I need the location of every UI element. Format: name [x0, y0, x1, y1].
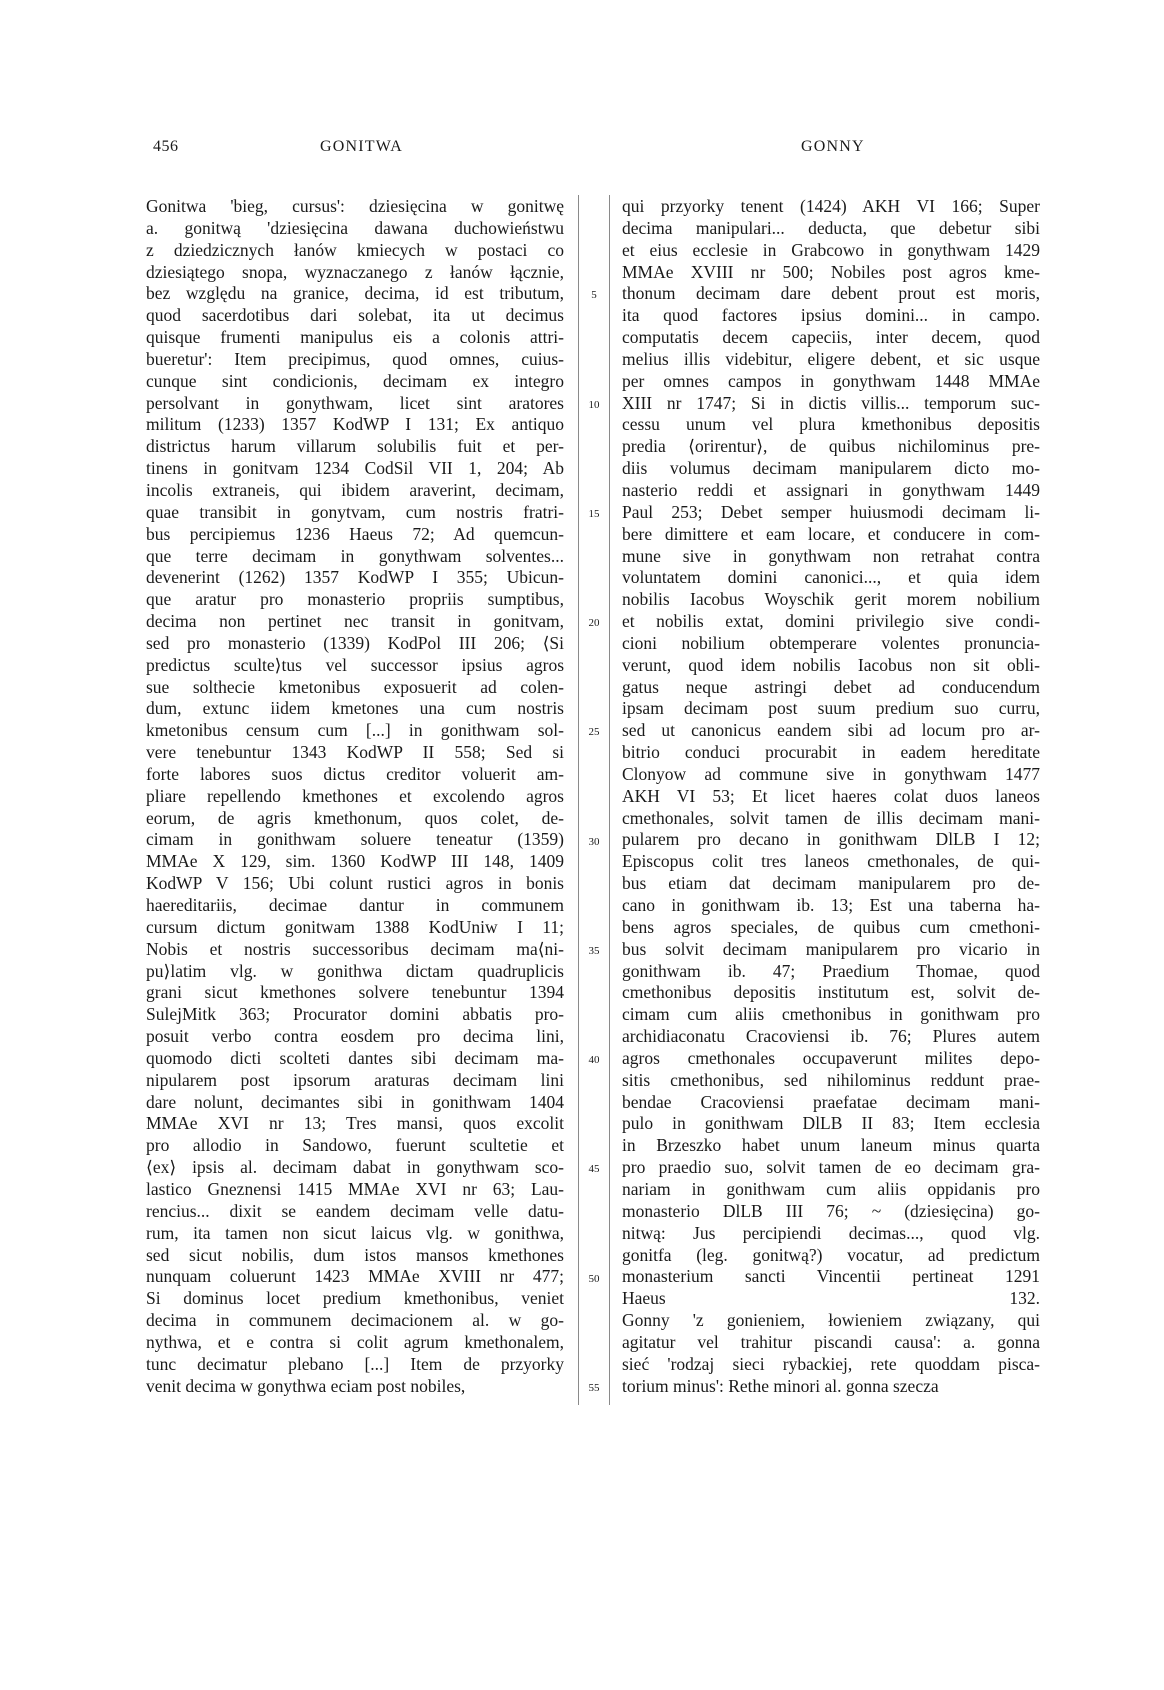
left-column-line: nythwa, et e contra si colit agrum kmethonalem, — [146, 1331, 564, 1352]
right-column-line: decima manipulari... deducta, que debetur sibi — [622, 217, 1040, 238]
right-column-line: pulo in gonithwam DlLB II 83; Item ecclesia — [622, 1113, 1040, 1134]
right-column-line: bere dimittere et eam locare, et conducere in com- — [622, 523, 1040, 544]
left-column-line: bez względu na granice, decima, id est tributum, — [146, 283, 564, 304]
right-column-line: nitwą: Jus percipiendi decimas..., quod vlg. — [622, 1222, 1040, 1243]
line-number: 15 — [588, 507, 600, 520]
running-header — [0, 138, 1164, 162]
right-column-line: nobilis Iacobus Woyschik gerit morem nobilium — [622, 589, 1040, 610]
line-number: 5 — [591, 289, 597, 302]
left-column-line: quae transibit in gonytvam, cum nostris fratri- — [146, 501, 564, 522]
line-number: 10 — [588, 398, 600, 411]
right-column-line: bus solvit decimam manipularem pro vicario in — [622, 938, 1040, 959]
right-column-line: Episcopus colit tres laneos cmethonales, de qui- — [622, 851, 1040, 872]
left-column-line: z dziedzicznych łanów kmiecych w postaci co — [146, 239, 564, 260]
line-number: 30 — [588, 835, 600, 848]
left-column-line: grani sicut kmethones solvere tenebuntur 1394 — [146, 982, 564, 1003]
left-column-line: quomodo dicti scolteti dantes sibi decimam ma- — [146, 1047, 564, 1068]
right-column-line: AKH VI 53; Et licet haeres colat duos laneos — [622, 785, 1040, 806]
right-column-line: bendae Cracoviensi praefatae decimam mani- — [622, 1091, 1040, 1112]
left-column-line: cimam in gonithwam soluere teneatur (1359) — [146, 829, 564, 850]
left-column-line: predictus sculte⟩tus vel successor ipsius agros — [146, 654, 564, 675]
right-column-line: gatus neque astringi debet ad conducendum — [622, 676, 1040, 697]
line-number: 35 — [588, 944, 600, 957]
left-column-line: lastico Gneznensi 1415 MMAe XVI nr 63; Lau- — [146, 1178, 564, 1199]
left-column-line: MMAe XVI nr 13; Tres mansi, quos excolit — [146, 1113, 564, 1134]
left-column-line: sue solthecie kmetonibus exposuerit ad colen- — [146, 676, 564, 697]
left-column-line: que aratur pro monasterio propriis sumptibus, — [146, 589, 564, 610]
line-number: 40 — [588, 1054, 600, 1067]
right-column-line: et eius ecclesie in Grabcowo in gonythwam 1429 — [622, 239, 1040, 260]
left-column — [146, 196, 564, 1397]
right-column-line: computatis decem capeciis, inter decem, quod — [622, 327, 1040, 348]
right-column-line: bus etiam dat decimam manipularem pro de- — [622, 873, 1040, 894]
left-column-line: decima in communem decimacionem al. w go- — [146, 1310, 564, 1331]
right-column-line: thonum decimam dare debent prout est moris, — [622, 283, 1040, 304]
left-column-line: cunque sint condicionis, decimam ex integro — [146, 370, 564, 391]
right-column-line: cioni nobilium obtemperare volentes pronuncia- — [622, 632, 1040, 653]
right-column-line: XIII nr 1747; Si in dictis villis... temporum suc- — [622, 392, 1040, 413]
right-column-line: qui przyorky tenent (1424) AKH VI 166; Super — [622, 196, 1040, 216]
right-column-line: melius illis videbitur, eligere debent, et sic usque — [622, 348, 1040, 369]
left-column-line: quisque frumenti manipulus eis a colonis attri- — [146, 327, 564, 348]
left-column-line: pu⟩latim vlg. w gonithwa dictam quadruplicis — [146, 960, 564, 981]
right-column-line: per omnes campos in gonythwam 1448 MMAe — [622, 370, 1040, 391]
left-column-line: districtus harum villarum solubilis fuit et per- — [146, 436, 564, 457]
left-column-line: posuit verbo contra eosdem pro decima lini, — [146, 1026, 564, 1047]
right-column-line: voluntatem domini canonici..., et quia idem — [622, 567, 1040, 588]
line-number: 50 — [588, 1272, 600, 1285]
left-column-line: forte labores suos dictus creditor voluerit am- — [146, 763, 564, 784]
column-divider-right — [609, 195, 610, 1405]
left-column-line: SulejMitk 363; Procurator domini abbatis pro- — [146, 1004, 564, 1025]
right-column-line: gonithwam ib. 47; Praedium Thomae, quod — [622, 960, 1040, 981]
left-column-line: nipularem post ipsorum araturas decimam lini — [146, 1069, 564, 1090]
line-number: 20 — [588, 617, 600, 630]
left-column-line: bus percipiemus 1236 Haeus 72; Ad quemcun- — [146, 523, 564, 544]
right-column-line: torium minus': Rethe minori al. gonna szecza — [622, 1375, 939, 1396]
left-column-line: a. gonitwą 'dziesięcina dawana duchowieństwu — [146, 217, 564, 238]
left-column-line: sed sicut nobilis, dum istos mansos kmethones — [146, 1244, 564, 1265]
right-column-line: bitrio conduci procurabit in eadem hereditate — [622, 742, 1040, 763]
right-column-line: cessu unum vel plura kmethonibus depositis — [622, 414, 1040, 435]
left-column-line: pro allodio in Sandowo, fuerunt scultetie et — [146, 1135, 564, 1156]
left-column-line: persolvant in gonythwam, licet sint aratores — [146, 392, 564, 413]
right-column-line: Gonny 'z gonieniem, łowieniem związany, qui — [622, 1310, 1040, 1331]
left-column-line: vere tenebuntur 1343 KodWP II 558; Sed si — [146, 742, 564, 763]
left-column-line: dum, extunc iidem kmetones una cum nostris — [146, 698, 564, 719]
left-column-line: devenerint (1262) 1357 KodWP I 355; Ubicun- — [146, 567, 564, 588]
left-column-line: dziesiątego snopa, wyznaczanego z łanów łącznie, — [146, 261, 564, 282]
right-column-line: predia ⟨orirentur⟩, de quibus nichilominus pre- — [622, 436, 1040, 457]
right-column-line: mune sive in gonythwam non retrahat contra — [622, 545, 1040, 566]
left-column-line: tunc decimatur plebano [...] Item de przyorky — [146, 1353, 564, 1374]
left-column-line: eorum, de agris kmethonum, quos colet, de- — [146, 807, 564, 828]
left-column-line: nunquam coluerunt 1423 MMAe XVIII nr 477; — [146, 1266, 564, 1287]
right-column-line: sitis cmethonibus, sed nihilominus reddunt prae- — [622, 1069, 1040, 1090]
right-column-line: agros cmethonales occupaverunt milites depo- — [622, 1047, 1040, 1068]
right-column-line: MMAe XVIII nr 500; Nobiles post agros kme- — [622, 261, 1040, 282]
right-column-line: diis volumus decimam manipularem dicto mo- — [622, 458, 1040, 479]
left-column-line: sed pro monasterio (1339) KodPol III 206; ⟨Si — [146, 632, 564, 653]
right-column-line: cano in gonithwam ib. 13; Est una taberna ha- — [622, 895, 1040, 915]
page-number: 456 — [153, 138, 179, 155]
right-column-line: cmethonales, solvit tamen de illis decimam mani- — [622, 807, 1040, 828]
right-column-line: in Brzeszko habet unum laneum minus quarta — [622, 1135, 1040, 1156]
line-number: 45 — [588, 1163, 600, 1176]
left-column-line: tinens in gonitvam 1234 CodSil VII 1, 204; Ab — [146, 458, 564, 479]
left-column-line: rum, ita tamen non sicut laicus vlg. w gonithwa, — [146, 1222, 564, 1243]
line-number: 25 — [588, 726, 600, 739]
right-column-line: cmethonibus depositis institutum est, solvit de- — [622, 982, 1040, 1003]
left-column-line: haereditariis, decimae dantur in communem — [146, 895, 564, 915]
right-column-line: monasterio DlLB III 76; ~ (dziesięcina) go- — [622, 1200, 1040, 1221]
left-column-line: Gonitwa 'bieg, cursus': dziesięcina w gonitwę — [146, 196, 564, 216]
right-column-line: pularem pro decano in gonithwam DlLB I 12; — [622, 829, 1040, 850]
line-number: 55 — [588, 1381, 600, 1394]
right-column-line: Paul 253; Debet semper huiusmodi decimam li- — [622, 501, 1040, 522]
left-column-line: KodWP V 156; Ubi colunt rustici agros in bonis — [146, 873, 564, 894]
right-column-line: ipsam decimam post suum predium suo curru, — [622, 698, 1040, 719]
left-column-line: militum (1233) 1357 KodWP I 131; Ex antiquo — [146, 414, 564, 435]
column-divider-left — [578, 195, 579, 1405]
left-column-line: rencius... dixit se eandem decimam velle datu- — [146, 1200, 564, 1221]
right-column-line: pro praedio suo, solvit tamen de eo decimam gra- — [622, 1157, 1040, 1178]
right-column-line: nasterio reddi et assignari in gonythwam 1449 — [622, 479, 1040, 500]
right-column-line: nariam in gonithwam cum aliis oppidanis pro — [622, 1178, 1040, 1199]
right-column-line: verunt, quod idem nobilis Iacobus non sit obli- — [622, 654, 1040, 675]
right-column-line: cimam cum aliis cmethonibus in gonithwam pro — [622, 1004, 1040, 1025]
left-column-line: quod sacerdotibus dari solebat, ita ut decimus — [146, 305, 564, 326]
right-column-line: gonitfa (leg. gonitwą?) vocatur, ad predictum — [622, 1244, 1040, 1265]
left-running-title: GONITWA — [320, 138, 404, 155]
left-column-line: pliare repellendo kmethones et excolendo agros — [146, 785, 564, 806]
left-column-line: Si dominus locet predium kmethonibus, veniet — [146, 1288, 564, 1309]
right-column-line: Haeus 132. — [622, 1288, 1040, 1309]
right-column-line: et nobilis extat, domini privilegio sive condi- — [622, 611, 1040, 632]
right-column-line: sieć 'rodzaj sieci rybackiej, rete quoddam pisca- — [622, 1353, 1040, 1374]
left-column-line: Nobis et nostris successoribus decimam ma⟨ni- — [146, 938, 564, 959]
left-column-line: ⟨ex⟩ ipsis al. decimam dabat in gonythwam sco- — [146, 1157, 564, 1178]
right-column-line: bens agros speciales, de quibus cum cmethoni- — [622, 916, 1040, 937]
right-running-title: GONNY — [801, 138, 865, 155]
right-column-line: sed ut canonicus eandem sibi ad locum pro ar- — [622, 720, 1040, 741]
right-column-line: monasterium sancti Vincentii pertineat 1291 — [622, 1266, 1040, 1287]
left-column-line: cursum dictum gonitwam 1388 KodUniw I 11; — [146, 916, 564, 937]
right-column-line: ita quod factores ipsius domini... in campo. — [622, 305, 1040, 326]
right-column — [622, 196, 1040, 1397]
left-column-line: bueretur': Item precipimus, quod omnes, cuius- — [146, 348, 564, 369]
left-column-line: MMAe X 129, sim. 1360 KodWP III 148, 1409 — [146, 851, 564, 872]
left-column-line: decima non pertinet nec transit in gonitvam, — [146, 611, 564, 632]
right-column-line: agitatur vel trahitur piscandi causa': a. gonna — [622, 1331, 1040, 1352]
left-column-line: kmetonibus censum cum [...] in gonithwam sol- — [146, 720, 564, 741]
left-column-line: venit decima w gonythwa eciam post nobiles, — [146, 1375, 466, 1396]
left-column-line: que terre decimam in gonythwam solventes... — [146, 545, 564, 566]
left-column-line: dare nolunt, decimantes sibi in gonithwam 1404 — [146, 1091, 564, 1112]
right-column-line: Clonyow ad commune sive in gonythwam 1477 — [622, 763, 1040, 784]
right-column-line: archidiaconatu Cracoviensi ib. 76; Plures autem — [622, 1026, 1040, 1047]
left-column-line: incolis extraneis, qui ibidem araverint, decimam, — [146, 479, 564, 500]
